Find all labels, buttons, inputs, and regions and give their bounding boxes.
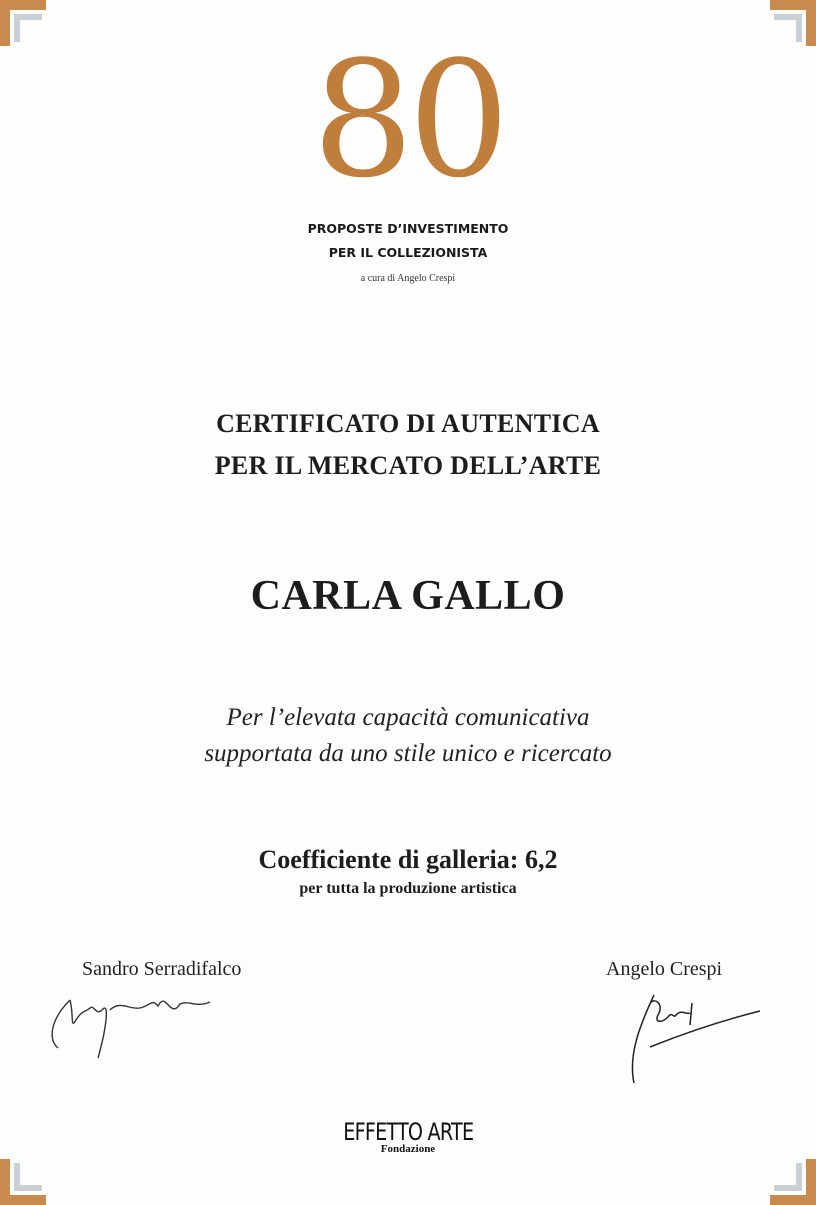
header-number: 80 — [312, 26, 504, 213]
corner-ornament-bottom-right — [770, 1159, 816, 1205]
header-subtitle-line1: PROPOSTE D’INVESTIMENTO — [307, 221, 509, 236]
corner-ornament-bottom-left — [0, 1159, 46, 1205]
motto-line2: supportata da uno stile unico e ricercato — [204, 740, 612, 767]
gallery-coefficient: Coefficiente di galleria: 6,2 — [258, 845, 558, 874]
signature-right — [620, 985, 770, 1095]
effetto-arte-logo — [0, 1118, 816, 1146]
gallery-coefficient-note: per tutta la produzione artistica — [299, 880, 517, 897]
signature-left — [40, 980, 230, 1065]
motto — [0, 700, 816, 772]
artist-name: CARLA GALLO — [250, 573, 566, 619]
certificate-title-line2: PER IL MERCATO DELL’ARTE — [214, 451, 602, 480]
certificate-title — [0, 403, 816, 487]
logo-subtitle: Fondazione — [380, 1143, 436, 1155]
certificate-title-line1: CERTIFICATO DI AUTENTICA — [216, 409, 600, 438]
signer-left-name: Sandro Serradifalco — [82, 958, 242, 980]
motto-line1: Per l’elevata capacità comunicativa — [226, 704, 590, 731]
header-curator: a cura di Angelo Crespi — [360, 273, 456, 284]
logo-text: EFFETTO ARTE — [342, 1118, 474, 1146]
signer-right-name: Angelo Crespi — [606, 958, 723, 980]
header-subtitle-line2: PER IL COLLEZIONISTA — [328, 245, 488, 260]
